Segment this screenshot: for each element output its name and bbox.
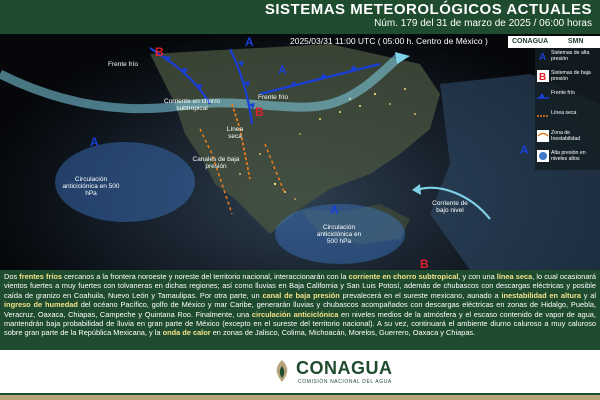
- paragraph-text: del océano Pacífico, golfo de México y mar Caribe, generarán lluvias y chubascos acompañados con descargas eléctricas en zonas de Hidalgo, Puebla, Veracruz, Oaxaca, Chiapas, Campeche y Quintana Roo. Finalmente, una: [4, 300, 596, 319]
- paragraph-text: en niveles medios de la atmósfera y el escaso contenido de vapor de agua, mantendrán baja probabilidad de lluvia en gran parte de México (excepto en el sureste del territorio nacional). A su vez, continuará el ambiente diurno caluroso a muy caluroso sobre gran parte de la República Mexicana, y la: [4, 309, 596, 338]
- paragraph-text: , lo cual ocasionará vientos fuertes a muy fuertes con tolvaneras en dichas regiones; así como lluvias en Baja California y San Luis Potosí, además de chubascos con descargas eléctricas y posible caída de granizo en Coahuila, Nuevo León y Tamaulipas. Por otra parte, un: [4, 272, 597, 300]
- frente-frio-icon: [537, 90, 549, 102]
- legend-label: Sistemas de baja presión: [551, 70, 591, 82]
- zona-inestabilidad-icon: [537, 130, 549, 142]
- legend-item-frente: [537, 90, 599, 108]
- label-linea-seca: Línea seca: [226, 126, 244, 140]
- label-circulacion-1: Circulación anticiclónica en 500 hPa: [62, 176, 120, 197]
- svg-text:A: A: [539, 52, 547, 62]
- baja-presion-icon: [537, 70, 549, 82]
- highlight-canal: canal de baja presión: [262, 290, 340, 300]
- header-bar: [0, 0, 600, 34]
- highlight-corriente: corriente en chorro subtropical: [348, 272, 459, 281]
- page-title: SISTEMAS METEOROLÓGICOS ACTUALES: [264, 1, 592, 18]
- highlight-linea-seca: línea seca: [496, 272, 533, 281]
- map-logo-text: CONAGUA: [512, 38, 548, 45]
- high-pressure-letter-2: A: [278, 63, 287, 77]
- paragraph-text: , y con una: [458, 272, 497, 281]
- label-corriente-bajo-nivel: Corriente de bajo nivel: [432, 200, 468, 214]
- legend-label: Sistemas de alta presión: [551, 50, 590, 62]
- high-pressure-letter-5: A: [520, 143, 529, 157]
- high-pressure-letter-1: A: [245, 35, 254, 49]
- highlight-onda-calor: onda de calor: [162, 328, 211, 338]
- land-mexico-usa: [150, 44, 440, 234]
- highlight-humedad: ingreso de humedad: [4, 300, 78, 310]
- map-logo: [508, 36, 600, 48]
- label-frente-frio-2: Frente frío: [258, 94, 288, 101]
- map-timestamp: 2025/03/31 11:00 UTC ( 05:00 h. Centro de México ): [290, 36, 488, 46]
- svg-text:B: B: [539, 72, 547, 82]
- map-overlay: [0, 34, 600, 270]
- paragraph-text: Dos: [4, 272, 20, 281]
- low-level-arrowhead: [412, 184, 421, 195]
- footer-subtitle: COMISIÓN NACIONAL DEL AGUA: [298, 379, 392, 385]
- legend-label: Frente frío: [551, 90, 575, 96]
- low-pressure-letter-3: B: [420, 257, 429, 270]
- low-pressure-letter-1: B: [155, 45, 164, 59]
- highlight-circulacion: circulación anticiclónica: [251, 309, 339, 319]
- legend-item-inestabilidad: [537, 130, 599, 148]
- legend-item-alta-altura: [537, 150, 599, 168]
- legend-item-linea: [537, 110, 599, 128]
- satellite-map: [0, 34, 600, 270]
- high-pressure-letter-4: A: [330, 203, 339, 217]
- label-circulacion-2: Circulación anticiclónica en 500 hPa: [316, 224, 362, 245]
- page-subtitle: Núm. 179 del 31 de marzo de 2025 / 06:00 horas: [374, 18, 592, 29]
- label-canales: Canales de baja presión: [192, 156, 240, 170]
- footer-stripe-gold: [0, 395, 600, 400]
- high-pressure-letter-3: A: [90, 135, 99, 149]
- legend-label: Alta presión en niveles altos: [551, 150, 586, 162]
- low-pressure-letter-2: B: [255, 105, 264, 119]
- legend-item-baja: [537, 70, 599, 88]
- footer-brand: CONAGUA: [296, 358, 393, 378]
- map-legend: [535, 48, 600, 170]
- paragraph-text: cercanos a la frontera noroeste y noreste del territorio nacional, interaccionarán con la: [62, 272, 349, 281]
- highlight-inestabilidad: inestabilidad en altura: [501, 290, 581, 300]
- paragraph-text: y al: [580, 290, 596, 300]
- map-logo-text2: SMN: [567, 38, 584, 45]
- legend-label: Zona de Inestabilidad: [551, 130, 581, 142]
- linea-seca-icon: [537, 110, 549, 122]
- forecast-paragraph: [0, 270, 600, 350]
- label-frente-frio-1: Frente frío: [108, 61, 138, 68]
- legend-label: Línea seca: [551, 110, 577, 116]
- paragraph-text: en zonas de Jalisco, Colima, Michoacán, Morelos, Guerrero, Oaxaca y Chiapas.: [210, 328, 476, 338]
- alta-presion-altura-icon: [537, 150, 549, 162]
- legend-item-alta: [537, 50, 599, 68]
- paragraph-text: prevalecerá en el sureste mexicano, aunado a: [339, 290, 502, 300]
- alta-presion-icon: [537, 50, 549, 62]
- conagua-emblem-icon: [272, 358, 292, 384]
- label-corriente: Corriente en chorro subtropical: [164, 98, 220, 112]
- footer: [0, 350, 600, 400]
- highlight-frentes: frentes fríos: [19, 272, 63, 281]
